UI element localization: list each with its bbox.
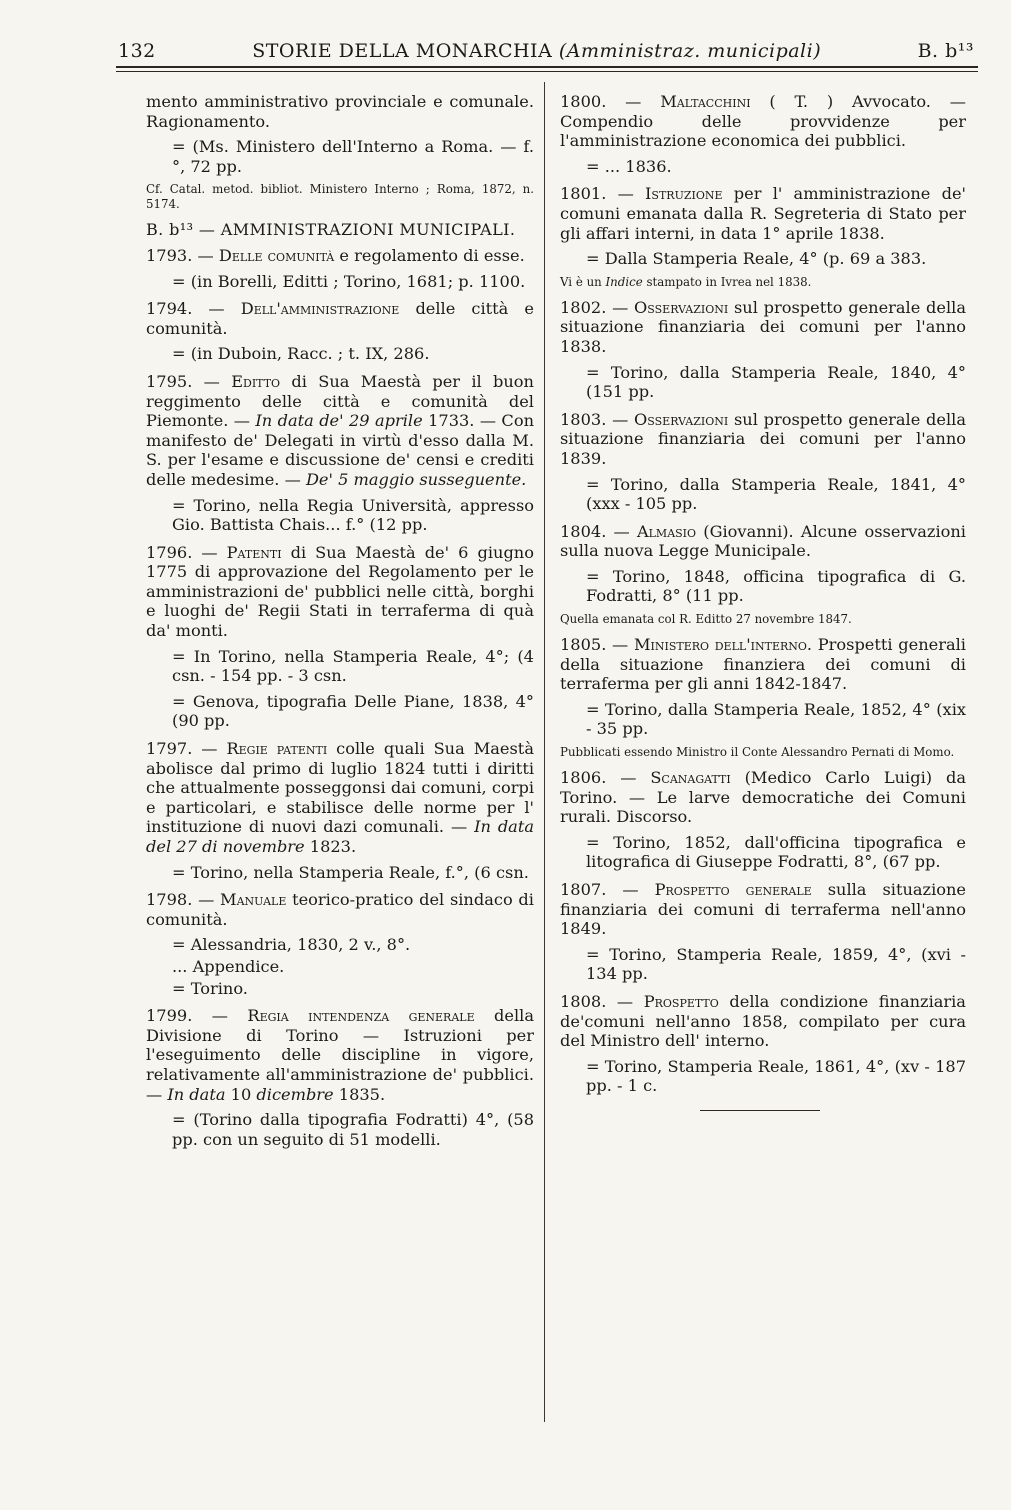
entry-1799: 1799. — Regia intendenza generale della Divisione di Torino — Istruzioni per l'eseguimento delle discipline in vigore, relativamente all'amministrazione de' pubblici. — In data 10 dicembre 1835. = (Torino dalla tipografia Fodratti) 4°, (58 pp. con un seguito di 51 modelli. — [146, 1006, 534, 1149]
left-column — [146, 92, 534, 1157]
continued-entry: mento amministrativo provinciale e comunale. Ragionamento. = (Ms. Ministero dell'Interno a Roma. — f.°, 72 pp. Cf. Catal. metod. bibliot. Ministero Interno ; Roma, 1872, n. 5174. — [146, 92, 534, 212]
entry-1794: 1794. — Dell'amministrazione delle città e comunità. = (in Duboin, Racc. ; t. IX, 286. — [146, 299, 534, 364]
entry-1797: 1797. — Regie patenti colle quali Sua Maestà abolisce dal primo di luglio 1824 tutti i diritti che attualmente posseggonsi dai comuni, corpi e particolari, e stabilisce delle norme per l' instituzione di nuovi dazi comunali. — In data del 27 di novembre 1823. = Torino, nella Stamperia Reale, f.°, (6 csn. — [146, 739, 534, 882]
entry-1805: 1805. — Ministero dell'interno. Prospetti generali della situazione finanziera dei comuni di terraferma per gli anni 1842-1847. = Torino, dalla Stamperia Reale, 1852, 4° (xix - 35 pp. Pubblicati essendo Ministro il Conte Alessandro Pernati di Momo. — [560, 635, 966, 760]
entry-1806: 1806. — Scanagatti (Medico Carlo Luigi) da Torino. — Le larve democratiche dei Comuni rurali. Discorso. = Torino, 1852, dall'officina tipografica e litografica di Giuseppe Fodratti, 8°, (67 pp. — [560, 768, 966, 872]
running-title: STORIE DELLA MONARCHIA (Amministraz. municipali) — [252, 40, 822, 62]
entry-1801: 1801. — Istruzione per l' amministrazione de' comuni emanata dalla R. Segreteria di Stato per gli affari interni, in data 1° aprile 1838. = Dalla Stamperia Reale, 4° (p. 69 a 383. Vi è un Indice stampato in Ivrea nel 1838. — [560, 184, 966, 289]
entry-1793: 1793. — Delle comunità e regolamento di esse. = (in Borelli, Editti ; Torino, 1681; p. 1100. — [146, 245, 526, 291]
entry-1804: 1804. — Almasio (Giovanni). Alcune osservazioni sulla nuova Legge Municipale. = Torino, 1848, officina tipografica di G. Fodratti, 8° (11 pp. Quella emanata col R. Editto 27 novembre 1847. — [560, 521, 966, 627]
section-code: B. b¹³ — [917, 40, 974, 62]
entry-1800: 1800. — Maltacchini ( T. ) Avvocato. — Compendio delle provvidenze per l'amministrazione economica dei pubblici. = ... 1836. — [560, 92, 966, 176]
entry-1803: 1803. — Osservazioni sul prospetto generale della situazione finanziaria dei comuni per l'anno 1839. = Torino, dalla Stamperia Reale, 1841, 4° (xxx - 105 pp. — [560, 409, 966, 514]
entry-1808: 1808. — Prospetto della condizione finanziaria de'comuni nell'anno 1858, compilato per cura del Ministro dell' interno. = Torino, Stamperia Reale, 1861, 4°, (xv - 187 pp. - 1 c. — [560, 991, 966, 1096]
entry-1807: 1807. — Prospetto generale sulla situazione finanziaria dei comuni di terraferma nell'anno 1849. = Torino, Stamperia Reale, 1859, 4°, (xvi - 134 pp. — [560, 880, 966, 984]
column-divider — [544, 82, 545, 1422]
running-header — [118, 34, 974, 68]
header-rule-thin — [116, 71, 978, 72]
page-number: 132 — [118, 40, 156, 62]
entry-1802: 1802. — Osservazioni sul prospetto generale della situazione finanziaria dei comuni per l'anno 1838. = Torino, dalla Stamperia Reale, 1840, 4° (151 pp. — [560, 297, 966, 402]
entry-1795: 1795. — Editto di Sua Maestà per il buon reggimento delle città e comunità del Piemonte. — In data de' 29 aprile 1733. — Con manifesto de' Delegati in virtù d'esso dalla M. S. per l'esame e discussione de' censi e crediti delle medesime. — De' 5 maggio susseguente. = Torino, nella Regia Università, appresso Gio. Battista Chais... f.° (12 pp. — [146, 371, 534, 535]
header-rule — [116, 66, 978, 68]
section-heading: B. b¹³ — AMMINISTRAZIONI MUNICIPALI. — [146, 220, 516, 240]
right-column — [560, 92, 966, 1111]
end-rule — [700, 1110, 820, 1111]
entry-1798: 1798. — Manuale teorico-pratico del sindaco di comunità. = Alessandria, 1830, 2 v., 8°. ... Appendice. = Torino. — [146, 890, 534, 998]
entry-1796: 1796. — Patenti di Sua Maestà de' 6 giugno 1775 di approvazione del Regolamento per le amministrazioni de' pubblici nelle città, borghi e luoghi de' Regii Stati in terraferma di quà da' monti. = In Torino, nella Stamperia Reale, 4°; (4 csn. - 154 pp. - 3 csn. = Genova, tipografia Delle Piane, 1838, 4° (90 pp. — [146, 542, 534, 731]
